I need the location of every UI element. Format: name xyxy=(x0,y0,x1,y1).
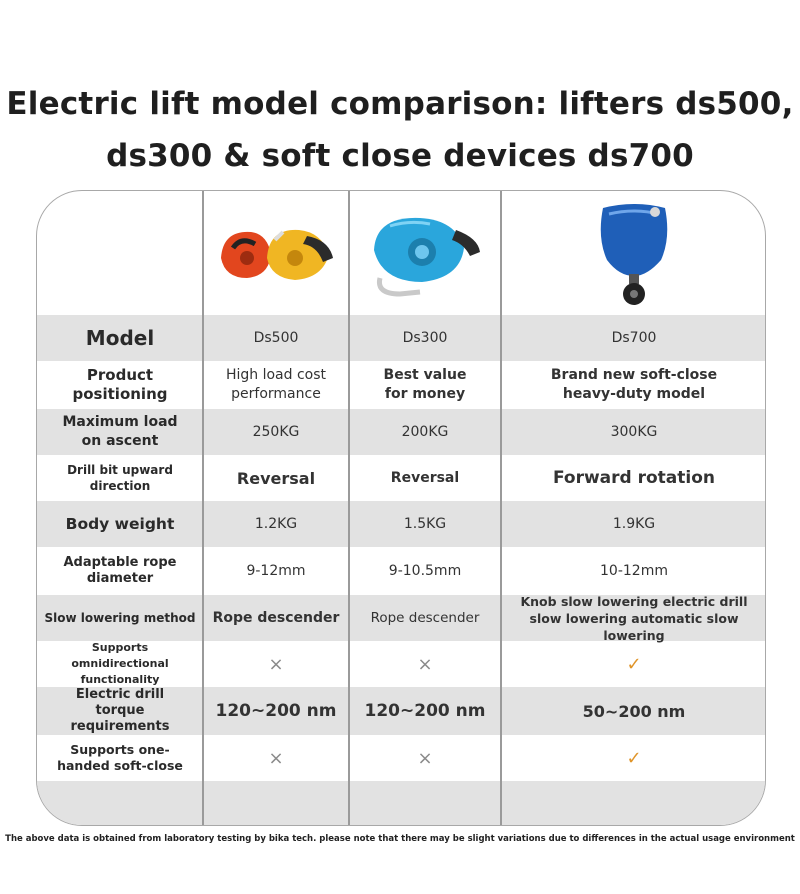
table-row xyxy=(37,315,766,361)
ds500-slow-lowering: Rope descender xyxy=(212,609,340,626)
ds700-omnidirectional-check-icon: ✓ xyxy=(626,653,642,675)
table-row xyxy=(37,361,766,409)
ds700-torque: 50~200 nm xyxy=(582,701,686,721)
table-row xyxy=(37,547,766,595)
table-row xyxy=(37,595,766,641)
table-row xyxy=(37,455,766,501)
ds500-drill-direction: Reversal xyxy=(236,468,316,488)
ds300-slow-lowering: Rope descender xyxy=(370,609,480,626)
table-row xyxy=(37,501,766,547)
ds700-drill-direction: Forward rotation xyxy=(552,467,716,488)
comparison-table xyxy=(36,190,766,826)
ds500-omnidirectional-cross-icon: × xyxy=(268,653,284,675)
ds500-max-load: 250KG xyxy=(252,423,300,440)
row-label-torque: Electric drill torque requirements xyxy=(70,687,170,734)
table-row xyxy=(37,735,766,781)
row-label-max-load: Maximum load on ascent xyxy=(62,414,178,449)
ds300-positioning: Best value for money xyxy=(383,367,467,402)
row-label-omnidirectional: Supports omnidirectional functionality xyxy=(71,641,169,686)
ds300-omnidirectional-cross-icon: × xyxy=(417,653,433,675)
ds300-torque: 120~200 nm xyxy=(364,700,486,721)
title-line-1: Electric lift model comparison: lifters ds500, xyxy=(6,86,794,122)
column-divider xyxy=(348,191,350,825)
footnote: The above data is obtained from laboratory testing by bika tech. please note that there may be slight variations due to differences in the actual usage environment xyxy=(5,834,795,844)
ds700-device-icon xyxy=(589,198,679,308)
ds300-drill-direction: Reversal xyxy=(390,469,460,486)
row-label-one-handed: Supports one-handed soft-close xyxy=(57,742,183,773)
ds500-lifter-icon xyxy=(211,218,341,288)
ds300-image xyxy=(349,191,501,315)
ds300-lifter-icon xyxy=(360,208,490,298)
ds700-slow-lowering: Knob slow lowering electric drill slow lowering automatic slow lowering xyxy=(520,593,748,643)
ds500-one-handed-cross-icon: × xyxy=(268,747,284,769)
product-image-row xyxy=(37,191,766,315)
row-label-slow-lowering: Slow lowering method xyxy=(44,611,196,625)
column-divider xyxy=(500,191,502,825)
ds500-torque: 120~200 nm xyxy=(215,700,337,721)
row-label-model: Model xyxy=(85,325,155,350)
ds300-one-handed-cross-icon: × xyxy=(417,747,433,769)
table-row xyxy=(37,409,766,455)
table-row xyxy=(37,687,766,735)
row-label-body-weight: Body weight xyxy=(65,514,175,533)
ds700-rope-diameter: 10-12mm xyxy=(600,562,668,579)
ds500-positioning: High load cost performance xyxy=(225,367,327,402)
ds300-rope-diameter: 9-10.5mm xyxy=(388,562,462,579)
title-line-2: ds300 & soft close devices ds700 xyxy=(106,138,694,174)
page-title xyxy=(0,78,800,182)
row-label-drill-direction: Drill bit upward direction xyxy=(67,463,173,493)
ds300-model: Ds300 xyxy=(402,329,448,346)
table-row xyxy=(37,641,766,687)
ds700-one-handed-check-icon: ✓ xyxy=(626,747,642,769)
ds700-positioning: Brand new soft-close heavy-duty model xyxy=(550,367,718,402)
ds500-body-weight: 1.2KG xyxy=(254,515,298,532)
ds700-max-load: 300KG xyxy=(610,423,658,440)
ds300-body-weight: 1.5KG xyxy=(403,515,447,532)
ds700-body-weight: 1.9KG xyxy=(612,515,656,532)
ds500-rope-diameter: 9-12mm xyxy=(246,562,306,579)
ds700-model: Ds700 xyxy=(611,329,657,346)
table-footer-row xyxy=(37,781,766,826)
row-label-positioning: Product positioning xyxy=(72,366,168,403)
ds700-image xyxy=(501,191,766,315)
ds500-model: Ds500 xyxy=(253,329,299,346)
column-divider xyxy=(202,191,204,825)
ds300-max-load: 200KG xyxy=(401,423,449,440)
ds500-image xyxy=(203,191,349,315)
row-label-rope-diameter: Adaptable rope diameter xyxy=(63,555,177,586)
